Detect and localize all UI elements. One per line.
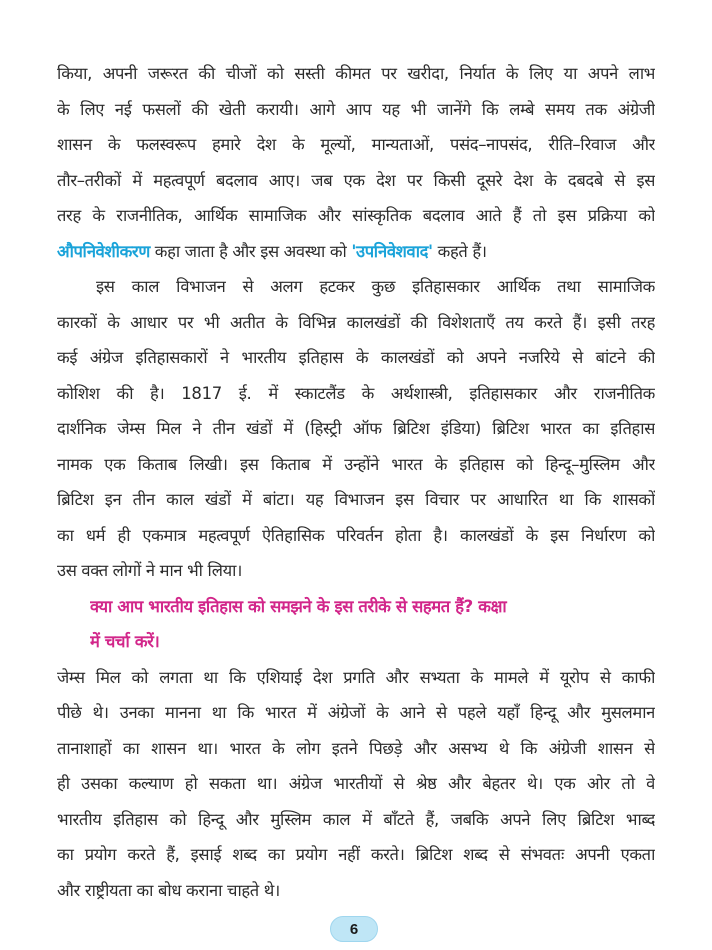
page-number: 6 xyxy=(349,920,359,938)
text-line: तौर–तरीकों में महत्वपूर्ण बदलाव आए। जब एक देश पर किसी दूसरे देश के दबदबे से इस xyxy=(57,170,655,190)
text-line: ब्रिटिश इन तीन काल खंडों में बांटा। यह विभाजन इस विचार पर आधारित था कि शासकों xyxy=(57,490,655,509)
text-line: शासन के फलस्वरूप हमारे देश के मूल्यों, मान्यताओं, पसंद–नापसंद, रीति–रिवाज और xyxy=(57,135,655,154)
text-line: और राष्ट्रीयता का बोध कराना चाहते थे। xyxy=(57,880,280,900)
text-line: दार्शनिक जेम्स मिल ने तीन खंडों में (हिस्ट्री ऑफ ब्रिटिश इंडिया) ब्रिटिश भारत का इतिहास xyxy=(57,419,655,438)
text-line: जेम्स मिल को लगता था कि एशियाई देश प्रगति और सभ्यता के मामले में यूरोप से काफी xyxy=(57,667,655,687)
text-line: कारकों के आधार पर भी अतीत के विभिन्न कालखंडों की विशेशताएँ तय करते हैं। इसी तरह xyxy=(57,312,655,332)
text-line: तानाशाहों का शासन था। भारत के लोग इतने पिछड़े और असभ्य थे कि अंग्रेजी शासन से xyxy=(57,738,655,758)
text-line: कोशिश की है। 1817 ई. में स्काटलैंड के अर्थशास्त्री, इतिहासकार और राजनीतिक xyxy=(57,383,655,403)
text-line: के लिए नई फसलों की खेती करायी। आगे आप यह भी जानेंगे कि लम्बे समय तक अंग्रेजी xyxy=(57,99,655,119)
text-line: पीछे थे। उनका मानना था कि भारत में अंग्रेजों के आने से पहले यहाँ हिन्दू और मुसलमान xyxy=(57,703,655,722)
text-line: का धर्म ही एकमात्र महत्वपूर्ण ऐतिहासिक परिवर्तन होता है। कालखंडों के इस निर्धारण को xyxy=(57,525,655,545)
text-line: का प्रयोग करते हैं, इसाई शब्द का प्रयोग नहीं करते। ब्रिटिश शब्द से संभवतः अपनी एकता xyxy=(57,845,655,864)
highlight-term-colonisation: औपनिवेशीकरण xyxy=(57,241,150,261)
question-line: क्या आप भारतीय इतिहास को समझने के इस तरीके से सहमत हैं? कक्षा xyxy=(90,596,507,616)
text-line: इस काल विभाजन से अलग हटकर कुछ इतिहासकार आर्थिक तथा सामाजिक xyxy=(96,277,655,296)
highlight-term-colonialism: 'उपनिवेशवाद' xyxy=(351,241,433,261)
text-line: कई अंग्रेज इतिहासकारों ने भारतीय इतिहास के कालखंडों को अपने नजरिये से बांटने की xyxy=(57,348,655,367)
text-fragment: कहते हैं। xyxy=(432,241,487,261)
text-line: उस वक्त लोगों ने मान भी लिया। xyxy=(57,561,242,580)
text-fragment: कहा जाता है और इस अवस्था को xyxy=(149,241,352,261)
text-line xyxy=(57,235,655,269)
page-number-badge xyxy=(330,916,378,942)
question-line: में चर्चा करें। xyxy=(90,632,160,651)
text-line: भारतीय इतिहास को हिन्दू और मुस्लिम काल में बाँटते हैं, जबकि अपने लिए ब्रिटिश भाब्द xyxy=(57,809,655,829)
text-line: ही उसका कल्याण हो सकता था। अंग्रेज भारतीयों से श्रेष्ठ और बेहतर थे। एक ओर तो वे xyxy=(57,774,655,793)
text-line: नामक एक किताब लिखी। इस किताब में उन्होंने भारत के इतिहास को हिन्दू–मुस्लिम और xyxy=(57,454,655,474)
text-line: किया, अपनी जरूरत की चीजों को सस्ती कीमत पर खरीदा, निर्यात के लिए या अपने लाभ xyxy=(57,64,655,83)
text-line: तरह के राजनीतिक, आर्थिक सामाजिक और सांस्कृतिक बदलाव आते हैं तो इस प्रक्रिया को xyxy=(57,206,655,225)
